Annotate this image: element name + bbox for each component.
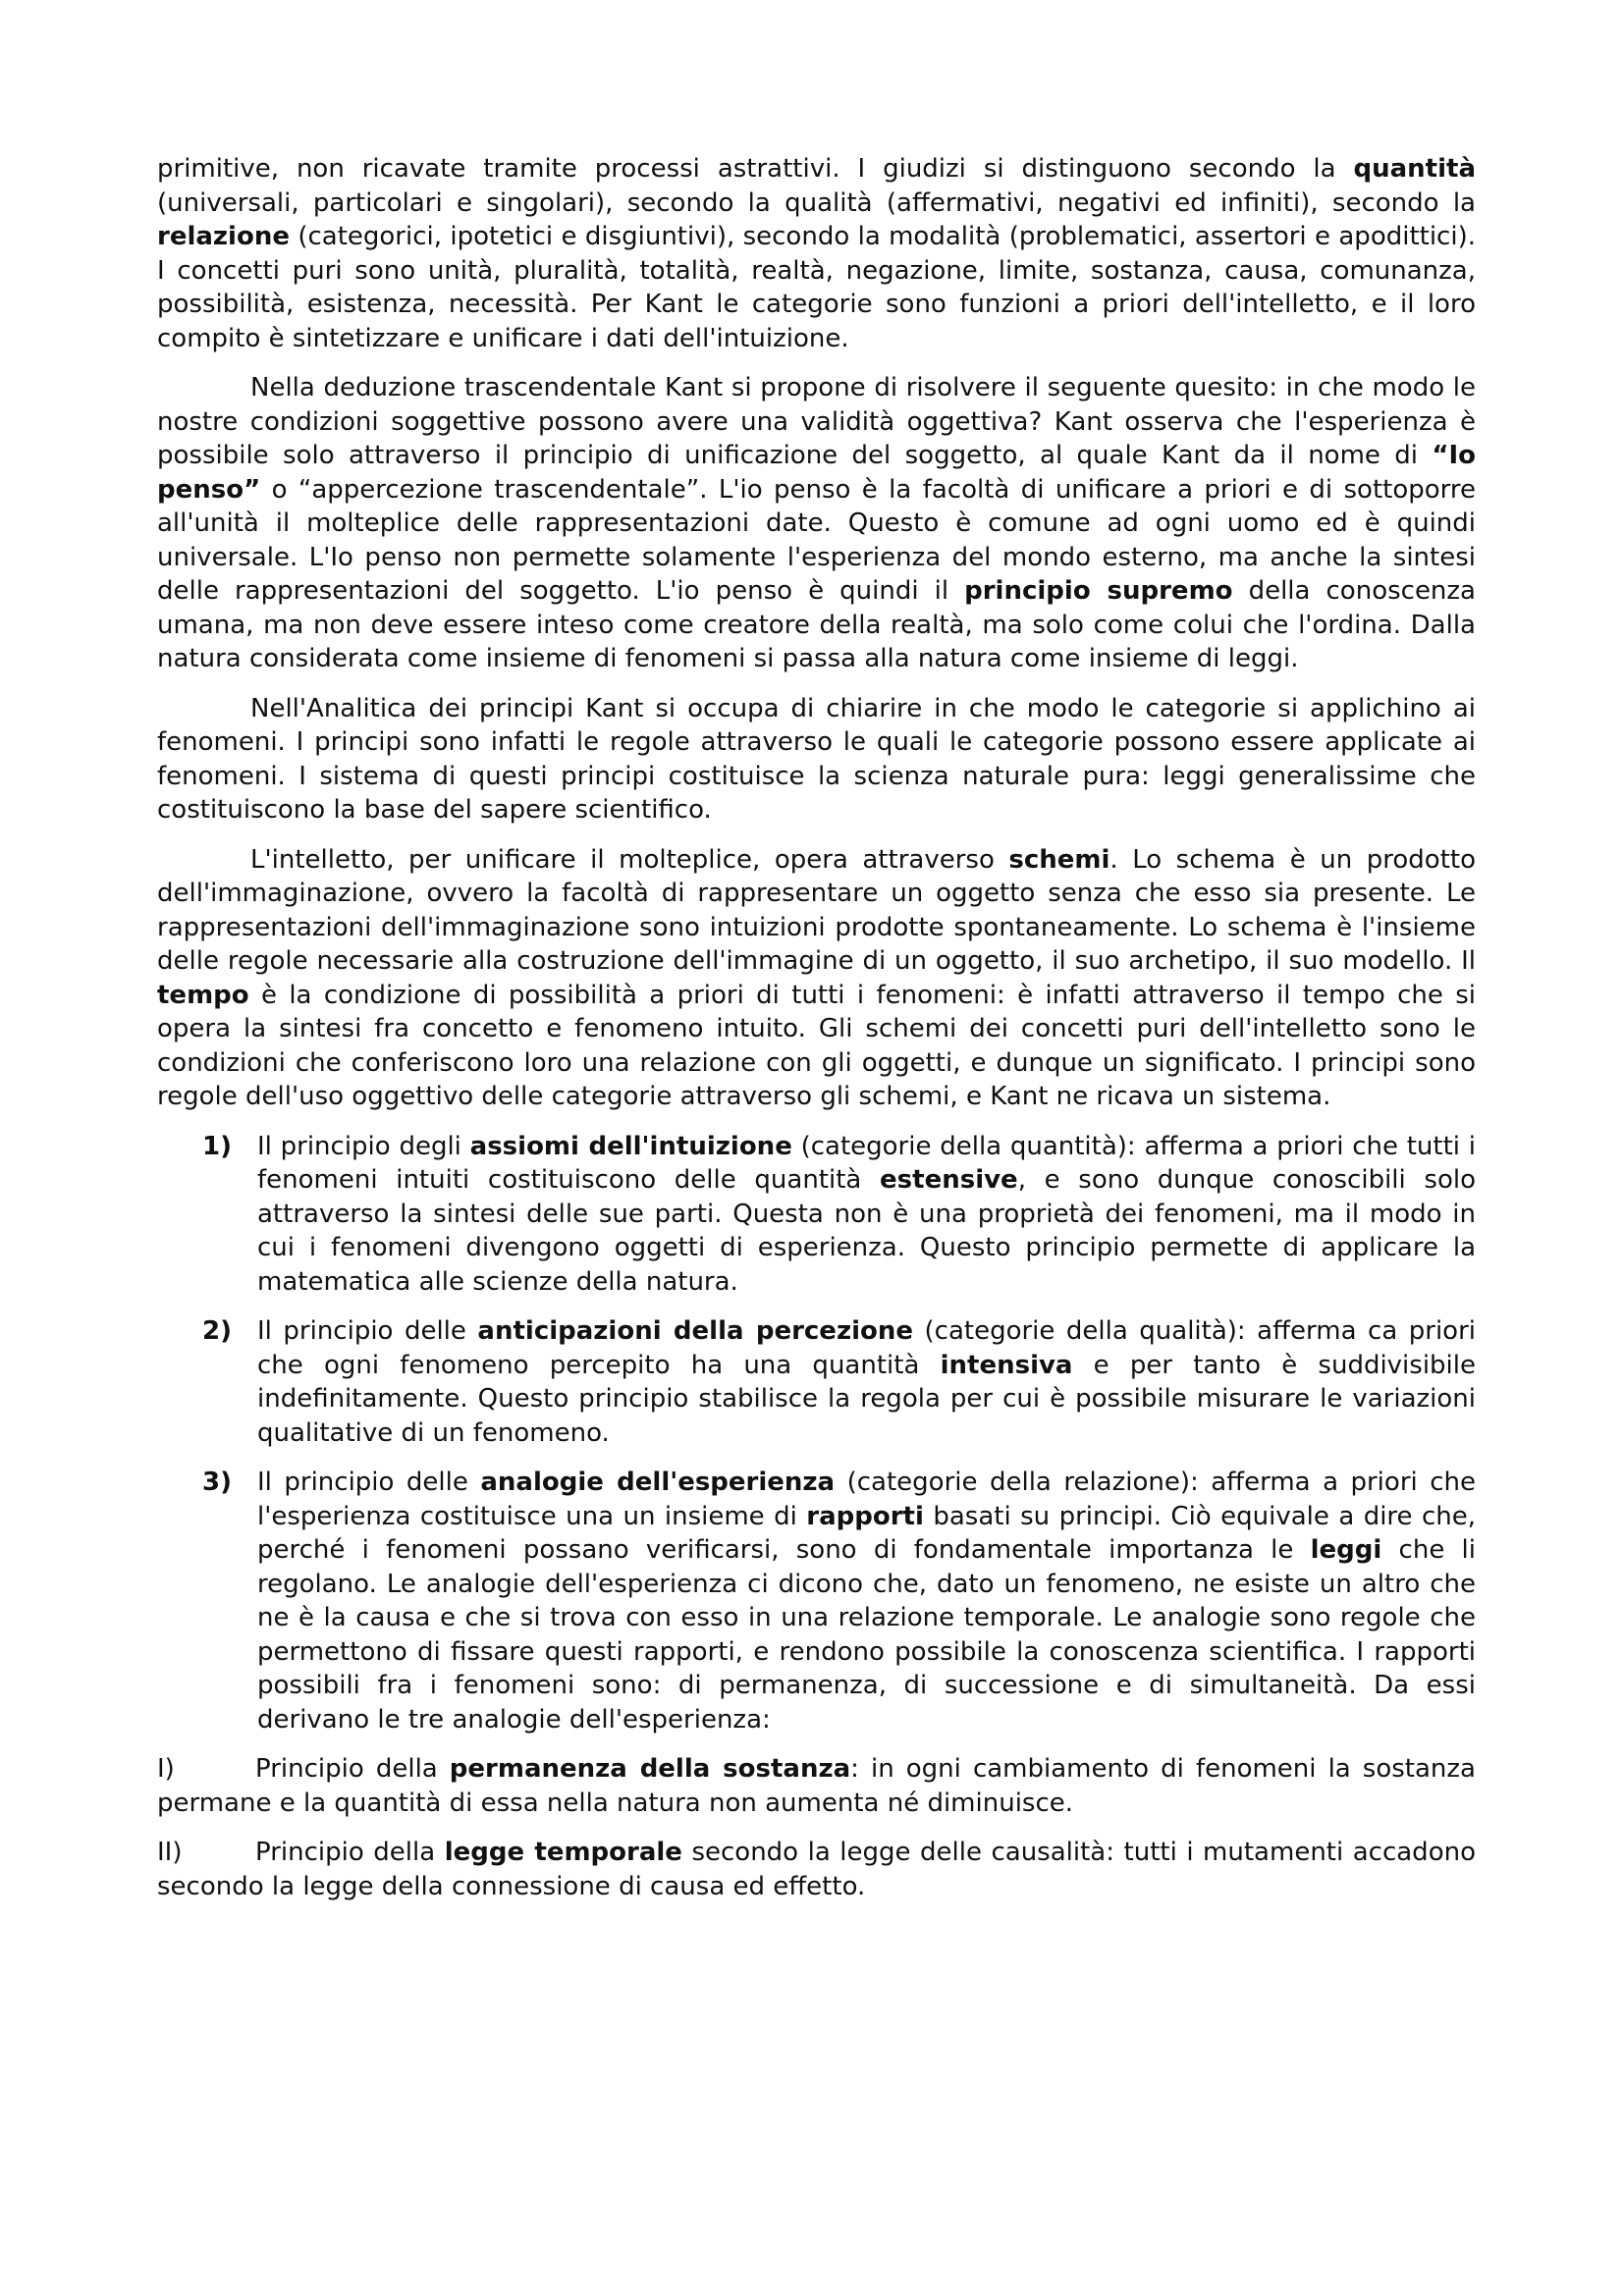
paragraph-deduzione xyxy=(157,371,1476,676)
text-run: Il principio delle xyxy=(257,1316,478,1346)
bold-term: legge temporale xyxy=(444,1838,682,1867)
roman-number: I) xyxy=(157,1754,175,1784)
bold-term: estensive xyxy=(880,1165,1018,1195)
bold-term: principio supremo xyxy=(964,576,1233,606)
text-run: : in ogni cambiamento di fenomeni la sostanza permane e la quantità di essa nella natura non aumenta né diminuisce. xyxy=(157,1754,1476,1818)
text-run: (categorie della qualità): afferma ca priori che ogni fenomeno percepito ha una quantità xyxy=(257,1316,1476,1380)
text-run: Il principio degli xyxy=(257,1131,470,1161)
list-number: 1) xyxy=(202,1131,232,1161)
paragraph-schemi xyxy=(157,843,1476,1114)
text-run: o “appercezione trascendentale”. L'io penso è la facoltà di unificare a priori e di sottoporre all'unità il molteplice delle rappresentazioni date. Questo è comune ad ogni uomo ed è quindi universale. L'Io penso non permette solamente l'esperienza del mondo esterno, ma anche la sintesi delle rappresentazioni del soggetto. L'io penso è quindi il xyxy=(157,474,1476,606)
text-run: primitive, non ricavate tramite processi astrattivi. I giudizi si distinguono secondo la xyxy=(157,154,1354,184)
text-run: L'intelletto, per unificare il molteplice, opera attraverso xyxy=(250,844,1009,875)
text-run: Nella deduzione trascendentale Kant si propone di risolvere il seguente quesito: in che modo le nostre condizioni soggettive possono avere una validità oggettiva? Kant osserva che l'esperienza è possibile solo attraverso il principio di unificazione del soggetto, al quale Kant da il nome di xyxy=(157,373,1476,470)
bold-term: “Io penso” xyxy=(157,441,1476,505)
bold-term: anticipazioni della percezione xyxy=(477,1316,913,1346)
list-number: 3) xyxy=(202,1468,232,1497)
bold-term: permanenza della sostanza xyxy=(449,1754,851,1784)
text-run: (categorie della relazione): afferma a priori che l'esperienza costituisce una un insieme di xyxy=(257,1468,1476,1531)
bold-term: tempo xyxy=(157,980,249,1010)
text-run: secondo la legge delle causalità: tutti i mutamenti accadono secondo la legge della connessione di causa ed effetto. xyxy=(157,1838,1476,1901)
bold-term: leggi xyxy=(1310,1535,1382,1565)
text-run: Nell'Analitica dei principi Kant si occupa di chiarire in che modo le categorie si applichino ai fenomeni. I principi sono infatti le regole attraverso le quali le categorie possono essere applicate ai fenomeni. I sistema di questi principi costituisce la scienza naturale pura: leggi generalissime che costituiscono la base del sapere scientifico. xyxy=(157,693,1476,825)
bold-term: assiomi dell'intuizione xyxy=(469,1131,792,1161)
list-number: 2) xyxy=(202,1316,232,1346)
bold-term: analogie dell'esperienza xyxy=(480,1468,836,1497)
text-run: è la condizione di possibilità a priori di tutti i fenomeni: è infatti attraverso il tempo che si opera la sintesi fra concetto e fenomeno intuito. Gli schemi dei concetti puri dell'intelletto sono le condizioni che conferiscono loro una relazione con gli oggetti, e dunque un significato. I principi sono regole dell'uso oggettivo delle categorie attraverso gli schemi, e Kant ne ricava un sistema. xyxy=(157,980,1476,1111)
bold-term: relazione xyxy=(157,222,290,251)
analogia-legge-temporale xyxy=(157,1836,1476,1903)
text-run: Principio della xyxy=(255,1754,450,1784)
paragraph-analitica xyxy=(157,692,1476,828)
document-page xyxy=(157,152,1476,1919)
text-run: , e sono dunque conoscibili solo attraverso la sintesi delle sue parti. Questa non è una proprietà dei fenomeni, ma il modo in cui i fenomeni divengono oggetti di esperienza. Questo principio permette di applicare la matematica alle scienze della natura. xyxy=(257,1165,1477,1297)
list-item-analogie xyxy=(157,1466,1476,1736)
text-run: (universali, particolari e singolari), secondo la qualità (affermativi, negativi ed infiniti), secondo la xyxy=(157,187,1476,218)
bold-term: quantità xyxy=(1353,154,1476,184)
text-run: (categorici, ipotetici e disgiuntivi), secondo la modalità (problematici, assertori e apodittici). I concetti puri sono unità, pluralità, totalità, realtà, negazione, limite, sostanza, causa, comunanza, possibilità, esistenza, necessità. Per Kant le categorie sono funzioni a priori dell'intelletto, e il loro compito è sintetizzare e unificare i dati dell'intuizione. xyxy=(157,222,1476,353)
analogia-permanenza xyxy=(157,1752,1476,1820)
text-run: . Lo schema è un prodotto dell'immaginazione, ovvero la facoltà di rappresentare un oggetto senza che esso sia presente. Le rappresentazioni dell'immaginazione sono intuizioni prodotte spontaneamente. Lo schema è l'insieme delle regole necessarie alla costruzione dell'immagine di un oggetto, il suo archetipo, il suo modello. Il xyxy=(157,844,1476,976)
bold-term: schemi xyxy=(1008,844,1110,875)
roman-number: II) xyxy=(157,1838,183,1867)
text-run: (categorie della quantità): afferma a priori che tutti i fenomeni intuiti costituiscono delle quantità xyxy=(257,1131,1476,1195)
text-run: e per tanto è suddivisibile indefinitamente. Questo principio stabilisce la regola per cui è possibile misurare le variazioni qualitative di un fenomeno. xyxy=(257,1350,1476,1448)
text-run: Principio della xyxy=(255,1838,445,1867)
list-item-assiomi xyxy=(157,1130,1476,1300)
paragraph-categorie xyxy=(157,152,1476,355)
bold-term: rapporti xyxy=(806,1501,924,1531)
text-run: basati su principi. Ciò equivale a dire che, perché i fenomeni possano verificarsi, sono di fondamentale importanza le xyxy=(257,1501,1477,1565)
text-run: Il principio delle xyxy=(257,1468,481,1497)
list-item-anticipazioni xyxy=(157,1314,1476,1450)
text-run: che li regolano. Le analogie dell'esperienza ci dicono che, dato un fenomeno, ne esiste un altro che ne è la causa e che si trova con esso in una relazione temporale. Le analogie sono regole che permettono di fissare questi rapporti, e rendono possibile la conoscenza scientifica. I rapporti possibili fra i fenomeni sono: di permanenza, di successione e di simultaneità. Da essi derivano le tre analogie dell'esperienza: xyxy=(257,1535,1476,1735)
text-run: della conoscenza umana, ma non deve essere inteso come creatore della realtà, ma solo come colui che l'ordina. Dalla natura considerata come insieme di fenomeni si passa alla natura come insieme di leggi. xyxy=(157,576,1476,673)
bold-term: intensiva xyxy=(940,1350,1073,1380)
